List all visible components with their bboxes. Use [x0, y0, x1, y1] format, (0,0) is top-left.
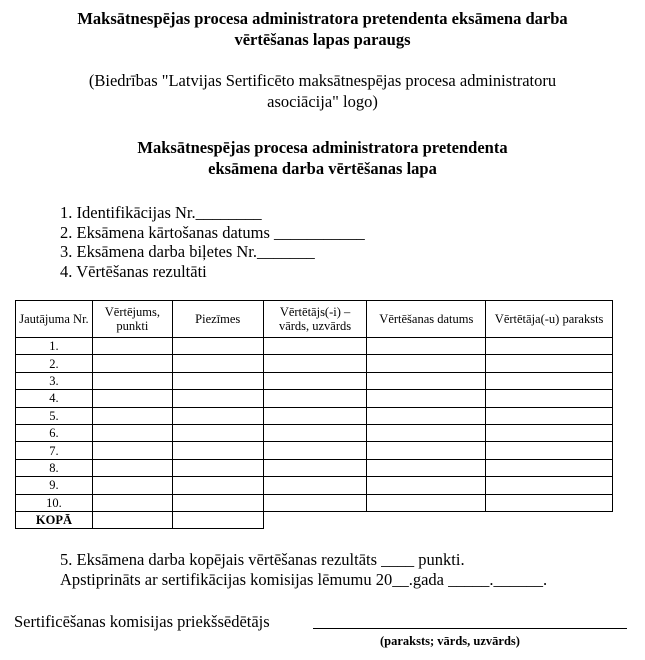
signature-cell[interactable] — [486, 338, 613, 355]
evaluation-date-cell[interactable] — [367, 442, 486, 459]
evaluator-name-cell[interactable] — [263, 424, 367, 441]
logo-note-line-2: asociācija" logo) — [267, 92, 378, 111]
notes-cell[interactable] — [172, 407, 263, 424]
question-number-cell: 1. — [16, 338, 93, 355]
score-cell[interactable] — [92, 477, 172, 494]
notes-cell[interactable] — [172, 459, 263, 476]
header-score-points: Vērtējums, punkti — [92, 301, 172, 338]
evaluator-name-cell[interactable] — [263, 407, 367, 424]
grading-table — [15, 300, 613, 529]
total-label: KOPĀ — [16, 511, 93, 528]
question-number-cell: 2. — [16, 355, 93, 372]
signature-cell[interactable] — [486, 459, 613, 476]
evaluator-name-cell[interactable] — [263, 372, 367, 389]
document-title-line-2: vērtēšanas lapas paraugs — [234, 30, 411, 49]
form-title-line-1: Maksātnespējas procesa administratora pretendenta — [137, 138, 508, 157]
total-result-line: 5. Eksāmena darba kopējais vērtēšanas rezultāts ____ punkti. — [60, 550, 465, 569]
evaluator-name-cell[interactable] — [263, 494, 367, 511]
signature-cell[interactable] — [486, 390, 613, 407]
signature-cell[interactable] — [486, 424, 613, 441]
notes-cell[interactable] — [172, 372, 263, 389]
table-header-row — [16, 301, 613, 338]
question-number-cell: 6. — [16, 424, 93, 441]
notes-cell[interactable] — [172, 338, 263, 355]
table-row — [16, 459, 613, 476]
table-row — [16, 355, 613, 372]
evaluator-name-cell[interactable] — [263, 442, 367, 459]
question-number-cell: 3. — [16, 372, 93, 389]
signature-cell[interactable] — [486, 355, 613, 372]
evaluator-name-cell[interactable] — [263, 390, 367, 407]
signature-cell[interactable] — [486, 442, 613, 459]
evaluation-date-cell[interactable] — [367, 424, 486, 441]
question-number-cell: 8. — [16, 459, 93, 476]
notes-cell[interactable] — [172, 355, 263, 372]
header-notes: Piezīmes — [172, 301, 263, 338]
notes-cell[interactable] — [172, 494, 263, 511]
empty-cell — [367, 511, 486, 528]
signature-cell[interactable] — [486, 372, 613, 389]
signature-cell[interactable] — [486, 477, 613, 494]
question-number-cell: 5. — [16, 407, 93, 424]
question-number-cell: 10. — [16, 494, 93, 511]
evaluation-date-cell[interactable] — [367, 372, 486, 389]
signature-caption: (paraksts; vārds, uzvārds) — [380, 634, 520, 648]
score-cell[interactable] — [92, 442, 172, 459]
table-row — [16, 338, 613, 355]
score-cell[interactable] — [92, 494, 172, 511]
score-cell[interactable] — [92, 372, 172, 389]
logo-placeholder-note — [0, 70, 645, 112]
evaluation-date-cell[interactable] — [367, 494, 486, 511]
form-items — [60, 203, 365, 281]
total-notes-cell[interactable] — [172, 511, 263, 528]
score-cell[interactable] — [92, 355, 172, 372]
approval-line: Apstiprināts ar sertifikācijas komisijas lēmumu 20__.gada _____.______. — [60, 569, 548, 589]
notes-cell[interactable] — [172, 390, 263, 407]
evaluator-name-cell[interactable] — [263, 338, 367, 355]
item-identification-number: 1. Identifikācijas Nr.________ — [60, 203, 262, 222]
item-exam-date: 2. Eksāmena kārtošanas datums ___________ — [60, 222, 365, 242]
evaluation-date-cell[interactable] — [367, 477, 486, 494]
score-cell[interactable] — [92, 459, 172, 476]
notes-cell[interactable] — [172, 477, 263, 494]
notes-cell[interactable] — [172, 424, 263, 441]
question-number-cell: 4. — [16, 390, 93, 407]
item-results-heading: 4. Vērtēšanas rezultāti — [60, 261, 207, 281]
evaluation-date-cell[interactable] — [367, 355, 486, 372]
score-cell[interactable] — [92, 338, 172, 355]
evaluator-name-cell[interactable] — [263, 355, 367, 372]
question-number-cell: 7. — [16, 442, 93, 459]
empty-cell — [263, 511, 367, 528]
score-cell[interactable] — [92, 424, 172, 441]
signature-label: Sertificēšanas komisijas priekšsēdētājs — [14, 612, 270, 631]
form-title — [0, 137, 645, 179]
table-row — [16, 477, 613, 494]
signature-line[interactable] — [313, 628, 627, 629]
evaluation-date-cell[interactable] — [367, 338, 486, 355]
header-evaluation-date: Vērtēšanas datums — [367, 301, 486, 338]
table-row — [16, 390, 613, 407]
logo-note-line-1: (Biedrības "Latvijas Sertificēto maksātnespējas procesa administratoru — [88, 71, 557, 90]
header-evaluator-signature: Vērtētāja(-u) paraksts — [486, 301, 613, 338]
signature-cell[interactable] — [486, 494, 613, 511]
notes-cell[interactable] — [172, 442, 263, 459]
header-question-number: Jautājuma Nr. — [16, 301, 93, 338]
evaluation-date-cell[interactable] — [367, 459, 486, 476]
document-title-line-1: Maksātnespējas procesa administratora pretendenta eksāmena darba — [77, 9, 568, 28]
empty-cell — [486, 511, 613, 528]
table-total-row — [16, 511, 613, 528]
score-cell[interactable] — [92, 407, 172, 424]
form-title-line-2: eksāmena darba vērtēšanas lapa — [208, 159, 437, 178]
table-row — [16, 494, 613, 511]
evaluation-date-cell[interactable] — [367, 407, 486, 424]
evaluator-name-cell[interactable] — [263, 459, 367, 476]
footer-statements — [60, 550, 547, 589]
document-title — [0, 8, 645, 50]
table-row — [16, 372, 613, 389]
question-number-cell: 9. — [16, 477, 93, 494]
item-ticket-number: 3. Eksāmena darba biļetes Nr._______ — [60, 242, 315, 261]
header-evaluator-name: Vērtētājs(-i) – vārds, uzvārds — [263, 301, 367, 338]
score-cell[interactable] — [92, 390, 172, 407]
table-row — [16, 407, 613, 424]
total-score-cell[interactable] — [92, 511, 172, 528]
table-row — [16, 424, 613, 441]
evaluator-name-cell[interactable] — [263, 477, 367, 494]
signature-cell[interactable] — [486, 407, 613, 424]
table-row — [16, 442, 613, 459]
evaluation-date-cell[interactable] — [367, 390, 486, 407]
